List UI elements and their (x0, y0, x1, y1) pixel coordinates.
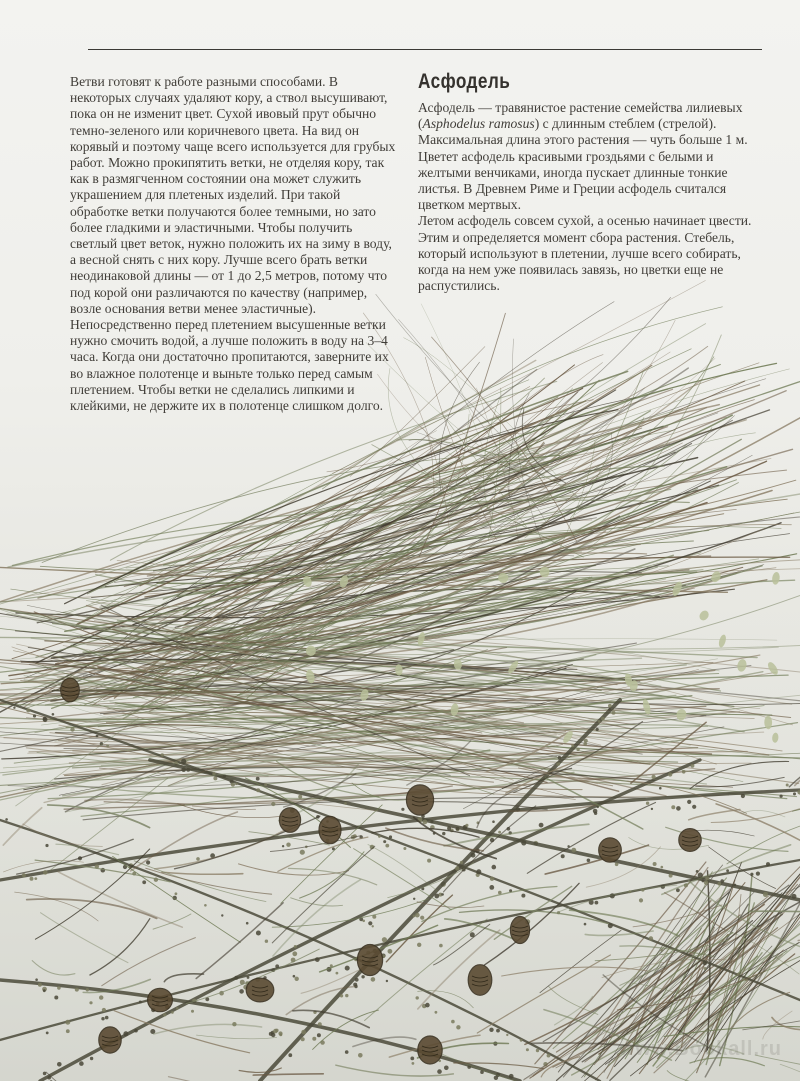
shoot-knob (385, 844, 389, 848)
larch-cone (61, 678, 80, 702)
shoot-knob (465, 824, 468, 827)
shoot-knob (756, 872, 760, 876)
shoot-knob (671, 805, 675, 809)
shoot-knob (593, 809, 598, 814)
asphodel-paragraph-2: Летом асфодель совсем сухой, а осенью начинает цвести. Этим и определяется момент сбора растения. Стебель, который используют в плетении, лучше всего собирать, когда на нем уже появилась завязь, но цветки еще не распустились. (418, 213, 752, 294)
shoot-knob (96, 735, 99, 738)
shoot-knob (300, 850, 305, 855)
shoot-knob (718, 882, 722, 886)
shoot-knob (561, 854, 565, 858)
shoot-knob (651, 808, 653, 810)
shoot-knob (703, 961, 707, 965)
shoot-knob (102, 1008, 106, 1012)
shoot-knob (345, 994, 348, 997)
shoot-knob (410, 1057, 414, 1061)
shoot-knob (355, 978, 359, 982)
shoot-knob (46, 1032, 49, 1035)
shoot-knob (386, 980, 388, 982)
shoot-knob (646, 802, 649, 805)
shoot-knob (315, 957, 320, 962)
shoot-knob (584, 923, 587, 926)
shoot-knob (441, 893, 444, 896)
shoot-knob (161, 753, 164, 756)
shoot-knob (571, 744, 574, 747)
shoot-knob (45, 844, 48, 847)
shoot-knob (256, 931, 261, 936)
shoot-knob (498, 831, 501, 834)
shoot-knob (318, 1022, 322, 1026)
shoot-knob (34, 877, 37, 880)
shoot-knob (587, 859, 591, 863)
shoot-knob (780, 795, 783, 798)
shoot-knob (423, 820, 428, 825)
shoot-knob (38, 983, 42, 987)
shoot-knob (676, 806, 681, 811)
shoot-knob (571, 848, 576, 853)
shoot-knob (601, 717, 605, 721)
shoot-knob (204, 904, 207, 907)
shoot-knob (612, 711, 616, 715)
shoot-knob (704, 967, 707, 970)
larch-cone (418, 1036, 442, 1064)
shoot-knob (456, 1025, 460, 1029)
shoot-knob (792, 894, 797, 899)
shoot-knob (57, 1062, 62, 1067)
latin-name: Asphodelus ramosus (422, 116, 535, 132)
shoot-knob (378, 835, 381, 838)
shoot-knob (265, 940, 268, 943)
larch-cone (406, 785, 433, 815)
shoot-knob (430, 820, 433, 823)
shoot-knob (584, 739, 588, 743)
shoot-knob (191, 1010, 194, 1013)
shoot-knob (271, 802, 275, 806)
shoot-knob (273, 1029, 278, 1034)
shoot-knob (361, 975, 364, 978)
shoot-knob (737, 973, 740, 976)
p1-end: ) с длинным стеблем (стрелой). Максимальная длина этого растения — чуть больше 1 м. Цветет асфодель красивыми гроздьями с белыми и желтыми венчиками, иногда пускает длинные тонкие листья. В Древнем Риме и Греции асфодель считался цветком мертвых. (418, 116, 748, 213)
shoot-knob (435, 1011, 438, 1014)
shoot-knob (123, 1031, 128, 1036)
shoot-knob (99, 995, 103, 999)
shoot-knob (696, 870, 699, 873)
shoot-knob (43, 870, 48, 875)
shoot-knob (362, 920, 365, 923)
shoot-knob (181, 759, 186, 764)
left-paragraph: Ветви готовят к работе разными способами. В некоторых случаях удаляют кору, а ствол высушивают, пока он не изменит цвет. Сухой ивовый прут обычно темно-зеленого или коричневого цвета. На вид он корявый и поэтому чаще всего используется для грубых работ. Можно прокипятить ветки, не отделяя кору, так как в размягченном состоянии она может служить украшением для плетеных изделий. При такой обработке ветки получаются более темными, но зато более гладкими и эластичными. Чтобы получить светлый цвет веток, нужно положить их на зиму в воду, а весной снять с них кору. Лучше всего брать ветки неодинаковой длины — от 1 до 2,5 метров, потому что под корой они различаются по качеству (например, возле основания ветви менее эластичные). Непосредственно перед плетением высушенные ветки нужно смочить водой, а лучше положить в воду на 3–4 часа. Когда они достаточно пропитаются, заверните их во влажное полотенце и выньте только перед самым плетением. Чтобы ветки не сделались липкими и клейкими, не держите их в полотенце слишком долго. (70, 74, 396, 414)
shoot-knob (35, 978, 38, 981)
shoot-knob (235, 783, 237, 785)
shoot-knob (213, 776, 217, 780)
larch-cone (148, 988, 173, 1011)
shoot-knob (649, 936, 653, 940)
shoot-knob (336, 972, 339, 975)
shoot-knob (526, 1048, 529, 1051)
shoot-knob (506, 1034, 508, 1036)
larch-cone (246, 978, 274, 1002)
shoot-knob (301, 1037, 305, 1041)
shoot-knob (661, 866, 664, 869)
shoot-knob (340, 994, 343, 997)
shoot-knob (134, 1029, 138, 1033)
shoot-knob (496, 1029, 500, 1033)
shoot-knob (286, 843, 290, 847)
shoot-knob (521, 894, 525, 898)
shoot-knob (690, 764, 694, 768)
shoot-knob (793, 792, 796, 795)
p1-start: Асфодель — травянистое растение семейства лилиевых ( (418, 100, 743, 132)
shoot-knob (595, 901, 599, 905)
shoot-knob (43, 717, 48, 722)
shoot-knob (295, 977, 299, 981)
shoot-knob (221, 914, 223, 916)
shoot-knob (5, 818, 8, 821)
shoot-knob (105, 1016, 109, 1020)
shoot-knob (471, 853, 476, 858)
shoot-knob (13, 707, 15, 709)
shoot-knob (536, 1049, 539, 1052)
shoot-knob (451, 1020, 455, 1024)
shoot-knob (598, 720, 601, 723)
shoot-knob (687, 800, 691, 804)
shoot-knob (489, 1028, 493, 1032)
shoot-knob (292, 951, 297, 956)
shoot-knob (608, 708, 611, 711)
shoot-knob (175, 892, 178, 895)
shoot-knob (653, 862, 657, 866)
shoot-knob (54, 996, 58, 1000)
section-heading: Асфодель (418, 70, 511, 93)
shoot-knob (389, 835, 392, 838)
shoot-knob (176, 1007, 179, 1010)
shoot-knob (171, 1011, 174, 1014)
shoot-knob (79, 1061, 84, 1066)
shoot-knob (294, 945, 297, 948)
shoot-knob (278, 1031, 282, 1035)
shoot-knob (489, 885, 494, 890)
shoot-knob (288, 1053, 292, 1057)
shoot-knob (444, 1066, 449, 1071)
shoot-knob (196, 857, 200, 861)
shoot-knob (660, 949, 663, 952)
shoot-knob (615, 863, 619, 867)
shoot-knob (403, 847, 406, 850)
shoot-knob (720, 879, 724, 883)
shoot-knob (66, 1029, 70, 1033)
shoot-knob (163, 1013, 166, 1016)
shoot-knob (388, 949, 393, 954)
shoot-knob (382, 937, 387, 942)
shoot-knob (57, 986, 61, 990)
shoot-knob (344, 802, 347, 805)
shoot-knob (692, 805, 696, 809)
shoot-knob (434, 894, 439, 899)
shoot-knob (231, 783, 235, 787)
watermark: www.Bookall.ru (618, 1038, 782, 1060)
shoot-knob (106, 745, 109, 748)
shoot-knob (539, 823, 544, 828)
shoot-knob (256, 777, 260, 781)
shoot-knob (345, 966, 350, 971)
shoot-knob (89, 1001, 92, 1004)
shoot-knob (415, 913, 420, 918)
shoot-knob (437, 1069, 442, 1074)
shoot-knob (726, 869, 729, 872)
shoot-knob (668, 772, 672, 776)
shoot-knob (90, 1057, 93, 1060)
shoot-knob (247, 976, 250, 979)
shoot-knob (476, 869, 481, 874)
shoot-knob (520, 1039, 523, 1042)
shoot-knob (608, 704, 612, 708)
shoot-knob (652, 775, 656, 779)
shoot-knob (282, 845, 284, 847)
shoot-knob (345, 1050, 349, 1054)
shoot-knob (786, 784, 789, 787)
shoot-knob (264, 783, 267, 786)
shoot-knob (52, 713, 55, 716)
shoot-knob (70, 727, 74, 731)
shoot-knob (317, 1033, 321, 1037)
shoot-knob (494, 1076, 498, 1080)
shoot-knob (425, 1003, 430, 1008)
shoot-knob (741, 794, 745, 798)
shoot-knob (30, 877, 34, 881)
shoot-knob (456, 827, 460, 831)
shoot-knob (246, 922, 249, 925)
shoot-knob (26, 708, 30, 712)
shoot-knob (43, 989, 46, 992)
shoot-knob (142, 880, 146, 884)
shoot-knob (492, 865, 497, 870)
shoot-knob (547, 1054, 551, 1058)
top-rule (88, 49, 762, 50)
shoot-knob (704, 881, 708, 885)
shoot-knob (371, 977, 376, 982)
larch-cone (468, 965, 492, 996)
shoot-knob (293, 975, 296, 978)
larch-cone (510, 917, 529, 944)
shoot-knob (416, 996, 419, 999)
shoot-knob (301, 1030, 306, 1035)
shoot-knob (412, 1062, 415, 1065)
shoot-knob (312, 1037, 316, 1041)
shoot-knob (596, 728, 599, 731)
shoot-knob (558, 756, 562, 760)
shoot-knob (492, 820, 495, 823)
shoot-knob (372, 925, 374, 927)
shoot-knob (101, 1017, 104, 1020)
asphodel-paragraph-1 (418, 100, 758, 213)
shoot-knob (298, 795, 302, 799)
shoot-knob (256, 788, 260, 792)
shoot-knob (460, 861, 463, 864)
shoot-knob (33, 714, 36, 717)
shoot-knob (639, 898, 643, 902)
shoot-knob (763, 892, 768, 897)
shoot-knob (383, 840, 386, 843)
shoot-knob (659, 787, 662, 790)
shoot-knob (401, 808, 404, 811)
shoot-knob (358, 1053, 363, 1058)
shoot-knob (490, 877, 494, 881)
shoot-knob (86, 988, 89, 991)
shoot-knob (509, 1074, 514, 1079)
shoot-knob (669, 874, 673, 878)
shoot-knob (239, 989, 244, 994)
shoot-knob (22, 873, 26, 877)
shoot-knob (420, 916, 424, 920)
shoot-knob (417, 943, 421, 947)
shoot-knob (480, 1070, 484, 1074)
shoot-knob (368, 921, 372, 925)
shoot-knob (766, 862, 770, 866)
shoot-knob (413, 898, 415, 900)
left-column (70, 74, 400, 414)
shoot-knob (65, 1020, 70, 1025)
shoot-knob (455, 866, 459, 870)
shoot-knob (442, 832, 445, 835)
shoot-knob (682, 770, 686, 774)
right-column (418, 70, 758, 294)
shoot-knob (427, 859, 431, 863)
shoot-knob (734, 884, 737, 887)
shoot-knob (576, 748, 579, 751)
shoot-knob (439, 944, 443, 948)
shoot-knob (75, 988, 79, 992)
larch-cone (357, 945, 382, 976)
shoot-knob (447, 826, 451, 830)
